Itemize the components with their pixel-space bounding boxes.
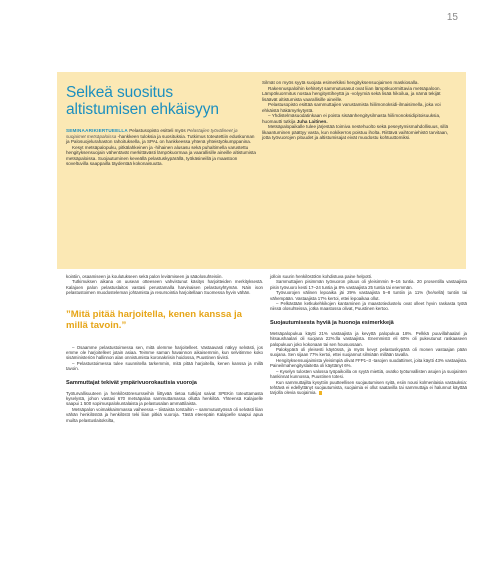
body-paragraph: Metsäpalon voimakkaimmassa vaiheessa – tiistaista torstaihin – sammutustyössä oli selvästi liian vähän henkilöstöä ja henkilöstö teki liian pitkiä vuoroja. Tästä eteenpäin Kalajoelle saapui apua muilta pelastuslaitoksilta, xyxy=(66,406,263,423)
body-paragraph: Työturvallisuuteen ja henkilöstöresursseihin liittyvää tietoa tutkijat saivat SPEKin toteuttamasta kyselystä, johon vastasi 670 metsäpaloa sammuttamassa ollutta henkilöä. Yhteensä Kalajoelle saapui 1 500 sopimuspalokuntalaista ja pelastusalan ammattilaista. xyxy=(66,390,263,407)
body-paragraph: kointiin, osaamiseen ja koulutukseen sekä palon leviämiseen ja sääolosuhteisiin. xyxy=(66,274,223,279)
body-paragraph: Hengityksensuojaimista yleisimpiä olivat FFP1–3 -tasojen suodattimet, joita käytti 43% vastaajista. Paineilmahengityslaitetta oli käyttänyt 6%. xyxy=(270,357,467,369)
page-number: 15 xyxy=(446,12,458,23)
lead-intro-end: -hankkeen tuloksia ja suosituksia. Tutkimus toteutettiin eduskunnan ja Palosuojelurahaston rahoituksella, ja SPAL on hankkeessa yhtenä yhteistyökumppanina. xyxy=(66,133,255,144)
project-name: Pelastajien työvälineet ja suojaimet metsäpaloissa xyxy=(66,128,238,139)
lead-right-column xyxy=(262,80,452,141)
lead-kicker: SEMINAARIKIERTUEELLA xyxy=(66,128,128,133)
body-paragraph: Palokypärä oli yleisesti käytössä, ja myös kevyt pelastuskypärä oli monen vastaajan pään suojana. Sen sijaan 77% kertoi, ettei suojannut silmiään millään tavalla. xyxy=(270,347,467,358)
lead-quote-paragraph xyxy=(262,113,452,124)
lead-paragraph: Metsäpalopaikalle tulee järjestää toimiva nestehuolto sekä peseytymismahdollisuus, sillä likaantuminen päättyy vasta, kun nokikerros poistuu iholta. Riittävä vaihtomiehistö tarvitaan, jotta työvuorojen pituudet ja altistumisajat eivät muodostu kohtuuttomiksi. xyxy=(262,124,449,140)
body-paragraph: – Pelkästään ketkukehkikojen kantaminen ja maastotiedustelu ovat olleet hyvin raskasta työtä niissä olosuhteissa, jotka maastossa olivat, Puustinen kertoo. xyxy=(270,301,467,312)
lead-intro xyxy=(66,128,256,145)
lead-paragraph: Kesyt metsäpalopuku, pitkälahkeinen ja -hihainen alusasu sekä puhaltimella varustettu hengityksensuojain vähentävät merkittävästi lämpökuormaa ja vaarallisille aineille altistumista metsäpaloissa. Suojautuminen keveällä pelastuskypärällä, työkäsineillä ja maastoon soveltuvilla saappailla täydentää kokonaisuutta. xyxy=(66,144,256,166)
section-subhead: Suojautumisesta hyviä ja huonoja esimerkkejä xyxy=(270,319,394,326)
article-headline: Selkeä suositus altistumisen ehkäisyyn xyxy=(66,84,219,118)
body-right-column xyxy=(270,274,467,396)
lead-paragraph: Rakennuspaloihin kehitetyt sammutusasut ovat liian lämpökuormittavia metsäpaloon. Lämpökuormitus nostaa hengitystiheyttä ja -volyymiä sekä lisää hikoilua, ja nämä tekijät lisäävät altistumista vaarallisille aineille. xyxy=(262,85,441,102)
lead-paragraph: Pelastusopisto esittää sammuttajien varustamista hiilimonoksidi-ilmaisimella, joka voi ehkäistä häkämyrkytystä. xyxy=(262,102,441,113)
body-paragraph: – Pelastustoimessa tulee suunnitella tarkemmin, mitä pitää harjoitella, kenen kanssa ja millä tavoin. xyxy=(66,360,263,372)
body-paragraph: Tutkimuksen aikana on uusean otteeseen vahvistunut käsitys harjoitteiden merkityksestä. Kalajoen palon pelastuslaitos vastasi perustamalla harvinaisen pelastusyhtymän. Näin ison pelastustoimen muodosteleman johtamista ja resursointia harjoitellaan Suomessa hyvin vähän. xyxy=(66,279,263,296)
body-paragraph: jolloin suurin henkilöstölön kohdistuva paine helpotti. xyxy=(270,274,373,279)
article-end-mark-icon xyxy=(319,391,323,395)
body-paragraph-final xyxy=(270,380,467,396)
body-paragraph: – Kyselyn tulosten valossa työpaikoilla on syytä miettiä, ovatko työturvallisten asujen ja suojainten hankinnat kunnossa, Puustinen totesi. xyxy=(270,368,467,380)
body-paragraph: Sammuttajien pisimmän työvuoron pituus oli yleisimmin 9–16 tuntia. 20 prosentilla vastaajista pisin työvuoro kesti 17–24 tuntia ja 8% vastaajista 25 tuntia tai enemmän. xyxy=(270,279,467,290)
researcher-name: Juha Laitinen. xyxy=(296,118,328,124)
lead-attribution: huomautti tutkija xyxy=(262,118,296,124)
lead-paragraph: Silmät on myös syytä suojata esimerkiksi hengityksensuojaimen maskiosalla. xyxy=(262,80,419,85)
lead-intro-text: Pelastusopisto esitteli myös xyxy=(129,128,186,133)
lead-left-column xyxy=(66,72,256,167)
body-paragraph: Metsäpalopukua käytti 21% vastaajista ja kevyttä palopukua 18%. Pelkkä puuvillahaalari ja hitsaushaalari oli suojana 22%:lla vastaajista. Enemmistö eli 60% oli pukeutunut raskaaseen palopukuun joko kokonaan tai sen housuosaan. xyxy=(270,330,467,347)
final-text: Kun sammuttajilta kysyttiin puutteellisen suojautumisen syitä, esiin nousi kolmenlaisia vastauksia: tehtävä ei edellyttänyt suojautumista, suojaimia ei ollut saatavilla tai sammuttaja ei halunnut käyttää tarjolla olevia suojaimia. xyxy=(270,379,467,396)
body-left-column xyxy=(66,274,263,423)
lead-box xyxy=(57,72,466,269)
pull-quote: ”Mitä pitää harjoitella, kenen kanssa ja millä tavoin.” xyxy=(66,308,242,332)
body-paragraph: – Osaamme pelastustoimessa sen, mitä olemme harjoitelleet. Vastaavasti näkyy selvästi, jos emme ole harjoitelleet jotain asiaa. Teimme saman havainnon aikaisemmin, kun selvitimme koko sisäministeriön hallinnon alan onnistumista koronakriisin hoidossa, Puustinen tiivisti. xyxy=(66,344,263,361)
lead-quote: – Yhdistelmäsuodatinkaan ei poista sisäänhengitysilmasta hiilimonoksidipitoisuuksia, xyxy=(268,113,441,118)
body-paragraph: Työvuorojen välinen lepoaika jäi 29% vastaajista 5–8 tuntiin ja 11% (he/sellä) tuntiin tai vähempään. Vastaajista 17% kertoi, ettei lepoaikaa ollut. xyxy=(270,290,467,301)
section-subhead: Sammuttajat tekivät ympärivuorokautisia vuoroja xyxy=(66,379,197,386)
